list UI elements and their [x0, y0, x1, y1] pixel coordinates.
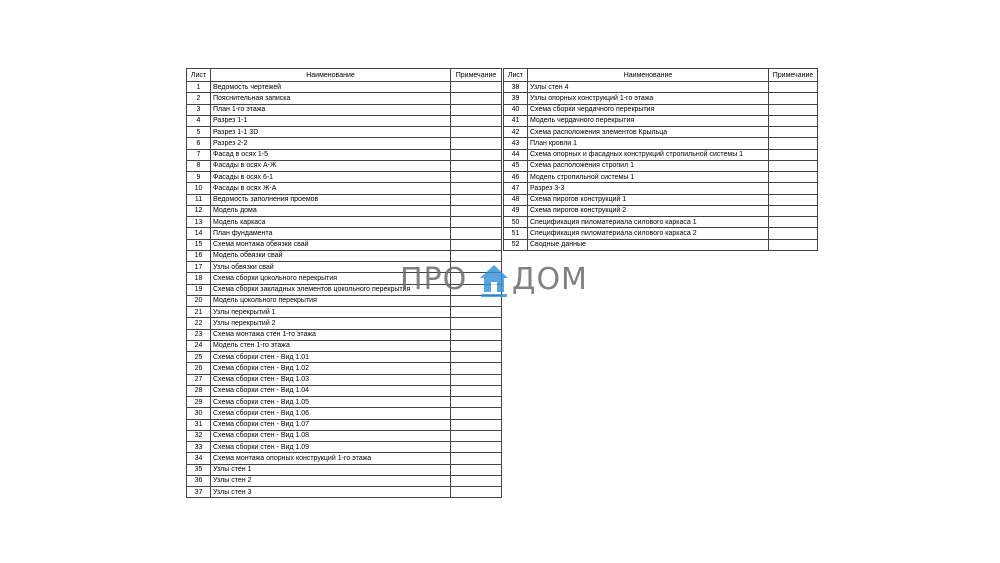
sheet-number-cell: 25 [187, 352, 211, 363]
sheet-number-cell: 8 [187, 160, 211, 171]
note-cell [451, 487, 502, 498]
table-row [504, 228, 818, 239]
sheet-name-cell: План фундамента [211, 228, 451, 239]
sheet-number-cell: 34 [187, 453, 211, 464]
sheet-name-cell: Сводные данные [528, 239, 769, 250]
sheet-name-cell: Схема сборки стен - Вид 1.02 [211, 363, 451, 374]
header-name: Наименование [211, 69, 451, 82]
note-cell [451, 138, 502, 149]
note-cell [451, 250, 502, 261]
table-row [187, 115, 502, 126]
note-cell [451, 318, 502, 329]
note-cell [769, 82, 818, 93]
sheet-number-cell: 41 [504, 115, 528, 126]
note-cell [451, 385, 502, 396]
table-row [187, 340, 502, 351]
table-row [187, 475, 502, 486]
sheet-number-cell: 44 [504, 149, 528, 160]
table-row [187, 172, 502, 183]
note-cell [769, 239, 818, 250]
sheet-name-cell: Модель каркаса [211, 217, 451, 228]
note-cell [451, 194, 502, 205]
sheet-name-cell: Модель дома [211, 205, 451, 216]
note-cell [769, 183, 818, 194]
table-row [187, 487, 502, 498]
header-note: Примечание [769, 69, 818, 82]
table-row [187, 138, 502, 149]
sheet-number-cell: 19 [187, 284, 211, 295]
table-row [187, 430, 502, 441]
note-cell [451, 205, 502, 216]
note-cell [769, 194, 818, 205]
sheet-number-cell: 47 [504, 183, 528, 194]
sheet-name-cell: Модель цокольного перекрытия [211, 295, 451, 306]
table-row [504, 172, 818, 183]
sheet-name-cell: Схема пирогов конструкций 2 [528, 205, 769, 216]
note-cell [451, 307, 502, 318]
sheet-name-cell: Схема монтажа опорных конструкций 1-го этажа [211, 453, 451, 464]
sheet-name-cell: Схема сборки стен - Вид 1.05 [211, 397, 451, 408]
table-row [504, 138, 818, 149]
note-cell [769, 228, 818, 239]
table-row [187, 239, 502, 250]
table-row [504, 239, 818, 250]
sheet-number-cell: 31 [187, 419, 211, 430]
sheet-number-cell: 52 [504, 239, 528, 250]
note-cell [451, 273, 502, 284]
note-cell [451, 149, 502, 160]
sheet-name-cell: Модель чердачного перекрытия [528, 115, 769, 126]
table-row [187, 273, 502, 284]
sheet-number-cell: 37 [187, 487, 211, 498]
note-cell [451, 115, 502, 126]
table-row [187, 442, 502, 453]
sheet-name-cell: Фасады в осях 6-1 [211, 172, 451, 183]
sheet-name-cell: Разрез 3-3 [528, 183, 769, 194]
sheet-number-cell: 40 [504, 104, 528, 115]
sheet-name-cell: Ведомость чертежей [211, 82, 451, 93]
note-cell [769, 172, 818, 183]
sheet-number-cell: 22 [187, 318, 211, 329]
sheet-number-cell: 43 [504, 138, 528, 149]
table-row [187, 228, 502, 239]
header-row [187, 69, 502, 82]
sheet-number-cell: 45 [504, 160, 528, 171]
table-row [504, 194, 818, 205]
sheet-name-cell: Фасады в осях Ж-А [211, 183, 451, 194]
sheet-name-cell: Спецификация пиломатериала силового каркаса 1 [528, 217, 769, 228]
sheet-number-cell: 5 [187, 127, 211, 138]
drawings-table-left [186, 68, 502, 498]
note-cell [451, 284, 502, 295]
note-cell [451, 82, 502, 93]
sheet-number-cell: 4 [187, 115, 211, 126]
note-cell [451, 464, 502, 475]
sheet-name-cell: Узлы стен 2 [211, 475, 451, 486]
table-row [504, 115, 818, 126]
note-cell [451, 127, 502, 138]
note-cell [451, 453, 502, 464]
note-cell [769, 149, 818, 160]
table-row [504, 205, 818, 216]
sheet-number-cell: 3 [187, 104, 211, 115]
sheet-number-cell: 51 [504, 228, 528, 239]
sheet-name-cell: Схема опорных и фасадных конструкций стропильной системы 1 [528, 149, 769, 160]
table-row [187, 295, 502, 306]
sheet-number-cell: 14 [187, 228, 211, 239]
table-row [187, 194, 502, 205]
note-cell [769, 127, 818, 138]
table-row [504, 104, 818, 115]
note-cell [451, 475, 502, 486]
sheet-number-cell: 39 [504, 93, 528, 104]
table-row [187, 329, 502, 340]
sheet-number-cell: 36 [187, 475, 211, 486]
note-cell [451, 442, 502, 453]
header-sheet: Лист [187, 69, 211, 82]
note-cell [769, 205, 818, 216]
sheet-name-cell: Модель стропильной системы 1 [528, 172, 769, 183]
sheet-number-cell: 50 [504, 217, 528, 228]
note-cell [769, 115, 818, 126]
sheet-name-cell: Схема сборки стен - Вид 1.04 [211, 385, 451, 396]
note-cell [451, 295, 502, 306]
note-cell [451, 228, 502, 239]
table-row [187, 127, 502, 138]
sheet-number-cell: 15 [187, 239, 211, 250]
table-row [504, 127, 818, 138]
table-row [187, 385, 502, 396]
sheet-number-cell: 10 [187, 183, 211, 194]
table-row [187, 205, 502, 216]
table-row [187, 284, 502, 295]
sheet-number-cell: 48 [504, 194, 528, 205]
sheet-name-cell: Схема монтажа стен 1-го этажа [211, 329, 451, 340]
header-note: Примечание [451, 69, 502, 82]
note-cell [769, 138, 818, 149]
table-row [187, 352, 502, 363]
sheet-name-cell: Схема сборки стен - Вид 1.09 [211, 442, 451, 453]
header-sheet: Лист [504, 69, 528, 82]
sheet-number-cell: 24 [187, 340, 211, 351]
note-cell [769, 160, 818, 171]
note-cell [769, 93, 818, 104]
sheet-name-cell: Узлы опорных конструкций 1-го этажа [528, 93, 769, 104]
sheet-name-cell: Ведомость заполнения проемов [211, 194, 451, 205]
note-cell [451, 160, 502, 171]
sheet-number-cell: 32 [187, 430, 211, 441]
sheet-number-cell: 33 [187, 442, 211, 453]
sheet-name-cell: Узлы стен 1 [211, 464, 451, 475]
sheet-number-cell: 18 [187, 273, 211, 284]
sheet-name-cell: Схема расположения стропил 1 [528, 160, 769, 171]
sheet-number-cell: 30 [187, 408, 211, 419]
sheet-number-cell: 28 [187, 385, 211, 396]
sheet-number-cell: 21 [187, 307, 211, 318]
sheet-name-cell: Разрез 1-1 [211, 115, 451, 126]
sheet-number-cell: 7 [187, 149, 211, 160]
sheet-name-cell: План кровли 1 [528, 138, 769, 149]
sheet-name-cell: Модель обвязки свай [211, 250, 451, 261]
note-cell [451, 397, 502, 408]
table-row [187, 374, 502, 385]
sheet-number-cell: 6 [187, 138, 211, 149]
table-row [187, 104, 502, 115]
sheet-number-cell: 13 [187, 217, 211, 228]
table-row [187, 250, 502, 261]
table-row [187, 217, 502, 228]
sheet-name-cell: Схема сборки стен - Вид 1.06 [211, 408, 451, 419]
note-cell [451, 172, 502, 183]
sheet-number-cell: 29 [187, 397, 211, 408]
table-row [504, 82, 818, 93]
sheet-number-cell: 23 [187, 329, 211, 340]
sheet-name-cell: Схема сборки цокольного перекрытия [211, 273, 451, 284]
note-cell [451, 340, 502, 351]
table-row [504, 217, 818, 228]
sheet-name-cell: Фасад в осях 1-5 [211, 149, 451, 160]
sheet-number-cell: 2 [187, 93, 211, 104]
note-cell [451, 183, 502, 194]
table-row [187, 419, 502, 430]
sheet-name-cell: План 1-го этажа [211, 104, 451, 115]
note-cell [451, 419, 502, 430]
table-row [187, 464, 502, 475]
sheet-name-cell: Спецификация пиломатериала силового каркаса 2 [528, 228, 769, 239]
sheet-name-cell: Фасады в осях А-Ж [211, 160, 451, 171]
sheet-number-cell: 49 [504, 205, 528, 216]
note-cell [769, 217, 818, 228]
table-row [187, 160, 502, 171]
sheet-name-cell: Схема сборки стен - Вид 1.08 [211, 430, 451, 441]
table-row [504, 160, 818, 171]
note-cell [451, 93, 502, 104]
note-cell [451, 363, 502, 374]
table-row [187, 397, 502, 408]
sheet-name-cell: Узлы перекрытий 2 [211, 318, 451, 329]
table-row [187, 183, 502, 194]
sheet-number-cell: 42 [504, 127, 528, 138]
header-name: Наименование [528, 69, 769, 82]
sheet-name-cell: Разрез 1-1 3D [211, 127, 451, 138]
sheet-number-cell: 35 [187, 464, 211, 475]
sheet-name-cell: Разрез 2-2 [211, 138, 451, 149]
sheet-name-cell: Схема сборки стен - Вид 1.01 [211, 352, 451, 363]
sheet-number-cell: 1 [187, 82, 211, 93]
table-row [187, 93, 502, 104]
note-cell [451, 239, 502, 250]
sheet-number-cell: 38 [504, 82, 528, 93]
sheet-name-cell: Схема сборки чердачного перекрытия [528, 104, 769, 115]
sheet-name-cell: Схема расположения элементов Крыльца [528, 127, 769, 138]
sheet-name-cell: Схема сборки закладных элементов цокольного перекрытия [211, 284, 451, 295]
sheet-name-cell: Узлы обвязки свай [211, 262, 451, 273]
sheet-number-cell: 26 [187, 363, 211, 374]
watermark-text-right: ДОМ [512, 262, 588, 297]
table-row [504, 183, 818, 194]
table-row [187, 363, 502, 374]
sheet-name-cell: Узлы стен 3 [211, 487, 451, 498]
note-cell [451, 217, 502, 228]
header-row [504, 69, 818, 82]
sheet-number-cell: 27 [187, 374, 211, 385]
table-row [187, 453, 502, 464]
note-cell [451, 430, 502, 441]
table-row [187, 82, 502, 93]
table-row [187, 307, 502, 318]
note-cell [451, 352, 502, 363]
note-cell [451, 104, 502, 115]
sheet-number-cell: 16 [187, 250, 211, 261]
table-body-left [187, 82, 502, 498]
table-row [504, 149, 818, 160]
note-cell [451, 262, 502, 273]
table-row [504, 93, 818, 104]
sheet-name-cell: Модель стен 1-го этажа [211, 340, 451, 351]
watermark-text-left: ПРО [400, 262, 468, 297]
note-cell [451, 329, 502, 340]
sheet-name-cell: Схема сборки стен - Вид 1.03 [211, 374, 451, 385]
sheet-number-cell: 9 [187, 172, 211, 183]
table-row [187, 318, 502, 329]
sheet-number-cell: 12 [187, 205, 211, 216]
note-cell [769, 104, 818, 115]
sheet-name-cell: Узлы стен 4 [528, 82, 769, 93]
table-body-right [504, 82, 818, 251]
sheet-name-cell: Пояснительная записка [211, 93, 451, 104]
sheet-number-cell: 20 [187, 295, 211, 306]
sheet-number-cell: 17 [187, 262, 211, 273]
table-row [187, 262, 502, 273]
table-row [187, 408, 502, 419]
sheet-name-cell: Узлы перекрытий 1 [211, 307, 451, 318]
sheet-name-cell: Схема монтажа обвязки свай [211, 239, 451, 250]
table-row [187, 149, 502, 160]
sheet-number-cell: 46 [504, 172, 528, 183]
sheet-name-cell: Схема пирогов конструкций 1 [528, 194, 769, 205]
sheet-number-cell: 11 [187, 194, 211, 205]
sheet-name-cell: Схема сборки стен - Вид 1.07 [211, 419, 451, 430]
note-cell [451, 374, 502, 385]
note-cell [451, 408, 502, 419]
drawings-table-right [503, 68, 818, 251]
